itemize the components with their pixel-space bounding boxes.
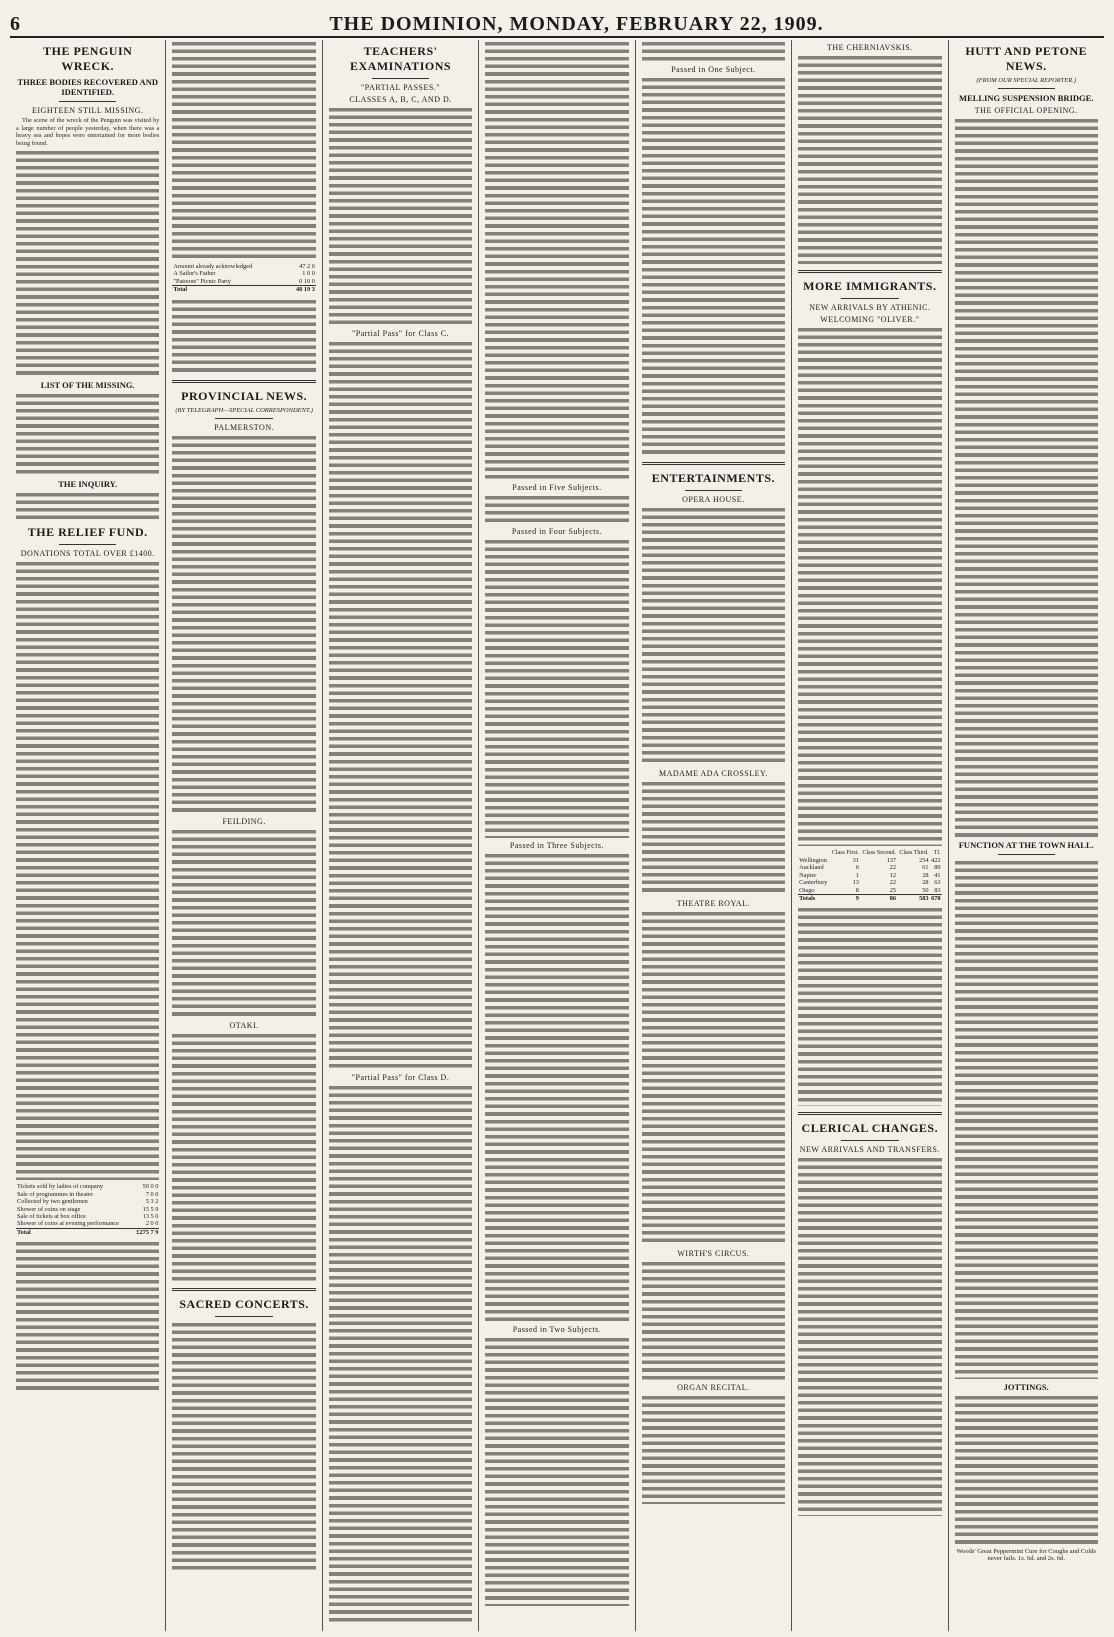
more-immigrants-heading: MORE IMMIGRANTS. xyxy=(803,279,937,293)
relief-fund-heading: THE RELIEF FUND. xyxy=(27,525,148,540)
column-7 xyxy=(949,40,1104,1631)
table-row: Canterbury 13 22 28 63 xyxy=(799,879,941,887)
table-row: Amount already acknowledged 47 2 6 xyxy=(173,263,315,270)
article-text xyxy=(16,1240,159,1390)
table-row: Shower of coins at evening performance 2 0 0 xyxy=(17,1220,159,1228)
masthead xyxy=(10,6,1104,38)
official-opening-heading: THE OFFICIAL OPENING. xyxy=(974,106,1078,115)
table-row: Tickets sold by ladies of company 50 0 0 xyxy=(17,1183,159,1191)
article-text xyxy=(172,434,315,814)
wirths-circus-heading: WIRTH'S CIRCUS. xyxy=(677,1249,750,1258)
article-text xyxy=(172,40,315,260)
classes-heading: CLASSES A, B, C, AND D. xyxy=(349,95,452,104)
article-text xyxy=(329,340,472,1070)
hutt-petone-heading: HUTT AND PETONE NEWS. xyxy=(965,44,1088,73)
missing-list-heading: LIST OF THE MISSING. xyxy=(40,380,135,391)
table-row: Sale of tickets at box office 13 5 0 xyxy=(17,1213,159,1220)
article-text xyxy=(16,560,159,1180)
article-text xyxy=(172,1032,315,1282)
madame-crossley-heading: MADAME ADA CROSSLEY. xyxy=(659,769,768,778)
table-row: A Sailor's Father 1 0 0 xyxy=(173,270,315,278)
article-text xyxy=(485,852,628,1322)
cherniavskis-heading: THE CHERNIAVSKIS. xyxy=(826,43,913,52)
opera-house-heading: OPERA HOUSE. xyxy=(682,495,745,504)
athenic-heading: NEW ARRIVALS BY ATHENIC. xyxy=(809,303,931,312)
palmerston-heading: PALMERSTON. xyxy=(214,422,275,432)
article-text xyxy=(329,1084,472,1624)
immigrants-table-header: Class First. Class Second. Class Third. Tl. xyxy=(831,850,941,856)
provincial-news-heading: PROVINCIAL NEWS. xyxy=(181,388,308,403)
donations-total-row: Total 48 19 3 xyxy=(173,286,315,294)
table-row: Otago 8 25 50 83 xyxy=(799,886,941,894)
inquiry-heading: THE INQUIRY. xyxy=(58,479,118,490)
melling-bridge-heading: MELLING SUSPENSION BRIDGE. xyxy=(959,93,1094,103)
oliver-heading: WELCOMING "OLIVER." xyxy=(820,315,920,324)
column-3 xyxy=(323,40,479,1631)
column-5 xyxy=(636,40,792,1631)
jottings-heading: JOTTINGS. xyxy=(1003,1382,1049,1392)
table-row: Sale of programmes in theatre 7 0 0 xyxy=(17,1190,159,1198)
town-hall-function-heading: FUNCTION AT THE TOWN HALL. xyxy=(958,840,1094,850)
penguin-wreck-heading: THE PENGUIN WRECK. xyxy=(43,44,133,73)
peppermint-cure-ad: Woods' Great Peppermint Cure for Coughs and Colds never fails. 1s. 6d. and 2s. 6d. xyxy=(956,1548,1096,1562)
column-4 xyxy=(479,40,635,1631)
article-text xyxy=(485,538,628,838)
page-number: 6 xyxy=(10,13,20,35)
article-text xyxy=(329,106,472,326)
table-row: Shower of coins on stage 15 5 9 xyxy=(17,1205,159,1213)
entertainments-heading: ENTERTAINMENTS. xyxy=(651,471,775,485)
table-row: "Patoone" Picnic Party 0 10 0 xyxy=(173,277,315,285)
article-text xyxy=(172,1321,315,1571)
article-text xyxy=(955,1394,1098,1544)
article-text xyxy=(642,1260,785,1380)
article-text xyxy=(798,326,941,846)
article-text xyxy=(642,76,785,456)
article-text xyxy=(16,491,159,521)
partial-pass-d-heading: "Partial Pass" for Class D. xyxy=(351,1073,450,1082)
article-text xyxy=(642,910,785,1246)
clerical-changes-heading: CLERICAL CHANGES. xyxy=(801,1121,939,1136)
article-text xyxy=(485,1336,628,1606)
article-text xyxy=(798,54,941,264)
teachers-exam-heading: TEACHERS' EXAMINATIONS xyxy=(349,44,452,73)
feilding-heading: FEILDING. xyxy=(222,816,266,826)
partial-passes-sub: "PARTIAL PASSES." xyxy=(361,83,441,92)
table-row: Auckland 6 22 61 89 xyxy=(799,864,941,872)
transfers-heading: NEW ARRIVALS AND TRANSFERS. xyxy=(799,1145,940,1155)
article-text xyxy=(16,392,159,476)
organ-recital-heading: ORGAN RECITAL. xyxy=(677,1383,750,1392)
article-text xyxy=(172,298,315,374)
article-text xyxy=(172,828,315,1018)
columns xyxy=(10,40,1104,1631)
article-text xyxy=(642,1394,785,1504)
provincial-sub: (BY TELEGRAPH—SPECIAL CORRESPONDENT.) xyxy=(175,406,313,414)
immigrants-total-row: Totals 9 86 583 678 xyxy=(799,895,941,903)
passed-three-heading: Passed in Three Subjects. xyxy=(509,841,605,850)
table-row: Napier 1 12 28 41 xyxy=(799,871,941,879)
article-text xyxy=(642,40,785,62)
donations-table xyxy=(172,263,315,294)
article-text xyxy=(485,494,628,524)
column-1 xyxy=(10,40,166,1631)
article-text xyxy=(485,40,628,480)
penguin-paragraph: The scene of the wreck of the Penguin was visited by a large number of people yesterday, when there was a heavy sea and hopes were entertained for more bodies being found. xyxy=(16,117,160,147)
article-text xyxy=(955,859,1098,1379)
penguin-subheading: THREE BODIES RECOVERED AND IDENTIFIED. xyxy=(17,77,158,97)
table-row: Collected by two gentlemen 5 3 2 xyxy=(17,1198,159,1206)
passed-four-heading: Passed in Four Subjects. xyxy=(511,527,603,536)
passed-one-heading: Passed in One Subject. xyxy=(671,65,756,74)
article-text xyxy=(798,1156,941,1516)
passed-two-heading: Passed in Two Subjects. xyxy=(512,1325,602,1334)
hutt-sub: (FROM OUR SPECIAL REPORTER.) xyxy=(976,77,1076,84)
passed-five-heading: Passed in Five Subjects. xyxy=(512,483,602,492)
article-text xyxy=(16,149,159,377)
immigrants-table xyxy=(798,849,941,902)
article-text xyxy=(955,117,1098,837)
masthead-title: THE DOMINION, MONDAY, FEBRUARY 22, 1909. xyxy=(329,13,824,35)
theatre-royal-heading: THEATRE ROYAL. xyxy=(676,899,750,908)
penguin-kicker: EIGHTEEN STILL MISSING. xyxy=(32,106,144,115)
article-text xyxy=(798,906,941,1106)
partial-pass-c-heading: "Partial Pass" for Class C. xyxy=(351,329,450,338)
sacred-concerts-heading: SACRED CONCERTS. xyxy=(179,1296,309,1311)
relief-fund-table xyxy=(16,1183,159,1236)
relief-fund-sub: DONATIONS TOTAL OVER £1400. xyxy=(20,549,155,559)
article-text xyxy=(642,780,785,896)
article-text xyxy=(642,506,785,766)
fund-total-row: Total £275 7 9 xyxy=(17,1228,159,1236)
column-6 xyxy=(792,40,948,1631)
otaki-heading: OTAKI. xyxy=(229,1020,259,1030)
table-row: Wellington 31 137 254 422 xyxy=(799,857,941,864)
column-2 xyxy=(166,40,322,1631)
